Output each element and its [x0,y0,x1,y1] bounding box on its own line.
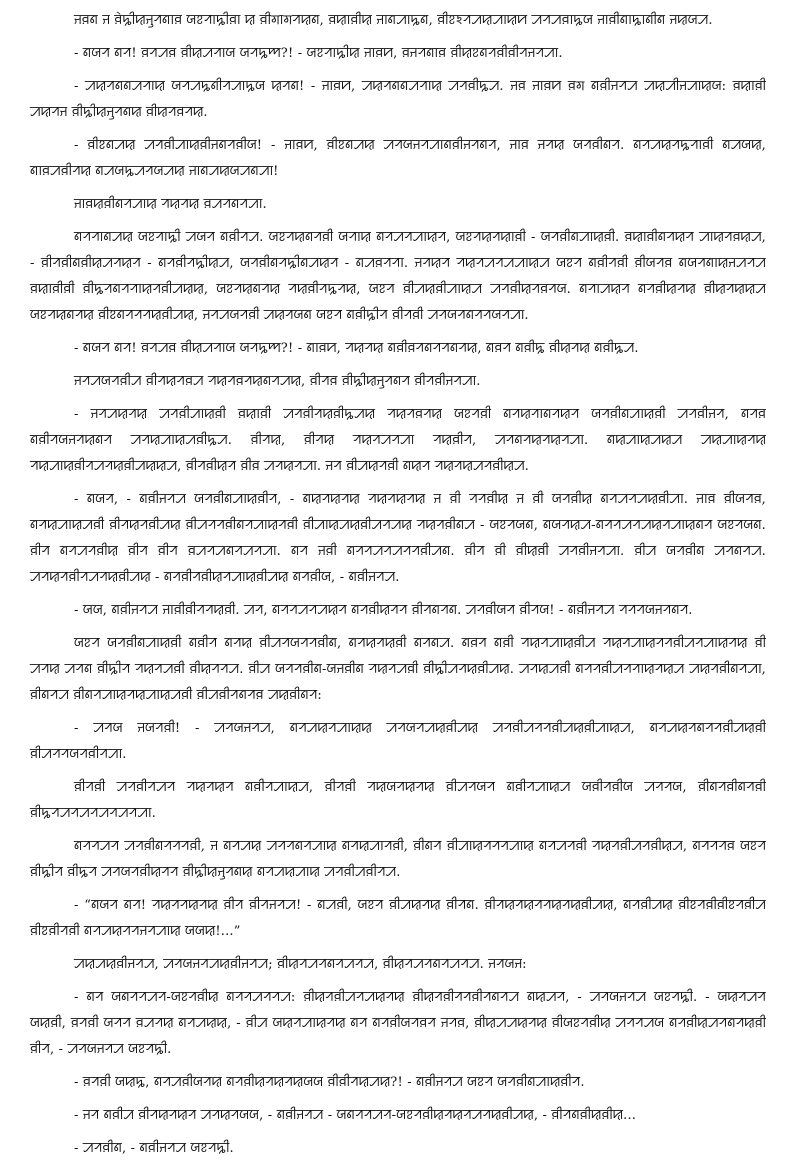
dialogue-line: - ꠔꠞ ꠘꠅꠤꠀ ꠅꠤꠞꠢꠞꠢꠞ ꠀꠞꠢꠞꠎꠎ, - ꠘꠅꠤꠔꠞꠀ - ꠎꠘꠞꠞꠀꠞ-ꠎꠐꠞꠅꠤꠢꠞꠢꠞꠀꠞꠢꠅꠤꠀꠢ, - ꠅꠤꠞꠘꠅꠤꠢꠅꠤꠢ... [74,1108,637,1123]
paragraph: ꠔꠣꠅꠢꠅꠤꠘꠞꠀꠣꠢ ꠞꠢꠞꠢ ꠅꠀꠞꠘꠞꠀꠣ. [74,197,267,212]
dialogue-line: - ꠎꠎ, ꠘꠅꠤꠔꠞꠀ ꠔꠣꠅꠤꠅꠤꠞꠞꠢꠅꠤ. ꠀꠞ, ꠘꠞꠞꠀꠞꠀꠢꠞ ꠘꠞꠅꠤꠢꠞꠞ ꠅꠤꠞꠘꠞꠘ. ꠀꠞꠅꠤꠎꠞ ꠅꠤꠞꠎ! - ꠘꠅꠤꠔꠞꠀ ꠞꠞꠞꠎꠔꠞꠘꠞ. [74,603,693,618]
dialogue-line: - ꠔꠞꠀꠢꠞꠢ ꠀꠞꠅꠤꠀꠣꠢꠅꠤ ꠅꠢꠣꠅꠤ ꠀꠞꠅꠤꠞꠢꠅꠤꠍꠀꠢ ꠞꠢꠞꠅꠞꠢ ꠎꠐꠞꠅꠤ ꠘꠞꠢꠞꠣꠘꠞꠢꠞ ꠎꠞꠅꠤꠘꠀꠣꠢꠅꠤ ꠀꠞꠅꠤꠔꠞ, ꠘꠞꠅ ꠘꠅꠤꠞꠎꠔꠞꠢꠘꠞ ꠀꠞꠢꠀꠣꠢꠀꠅꠤꠍꠀ. ꠅꠤꠞꠢ, ꠅꠤꠞꠢ ꠞꠢꠞꠀꠞꠀꠣ ꠞꠢꠅꠤꠞ, ꠀꠞꠘꠞꠢꠞꠢꠞꠀꠣ. ꠘꠢꠀꠣꠢꠀꠢꠀ ꠀꠢꠀꠣꠢꠞꠢ ꠞꠢꠀꠣꠢꠅꠤꠞꠀꠞꠢꠅꠤꠀꠢꠢꠀ, ꠅꠤꠞꠅꠤꠢꠞ ꠅꠤꠅ ꠀꠞꠢꠞꠀꠣ. ꠔꠞ ꠅꠤꠀꠢꠞꠅꠤ ꠘꠢꠞ ꠞꠢꠞꠢꠀꠞꠅꠤꠢꠀ. [30,407,766,474]
dialogue-line: - ꠀꠞꠎ ꠔꠎꠞꠅꠤ! - ꠀꠞꠎꠔꠞꠀ, ꠘꠞꠀꠢꠞꠀꠣꠢꠢ ꠀꠞꠎꠞꠀꠢꠅꠤꠀꠢ ꠀꠞꠅꠤꠀꠞꠞꠅꠤꠀꠢꠅꠤꠀꠣꠢꠀ, ꠘꠞꠀꠢꠞꠘꠞꠞꠅꠤꠀꠢꠅꠤ ꠅꠤꠀꠞꠞꠎꠞꠅꠤꠞꠀꠣ. [30,721,766,762]
dialogue-line: - ꠀꠢꠞꠘꠘꠀꠞꠣꠢ ꠎꠞꠀꠍꠘꠤꠞꠀꠣꠍꠎ ꠢꠞꠘ! - ꠔꠣꠅꠙ, ꠀꠢꠞꠘꠘꠀꠞꠣꠢ ꠀꠞꠅꠤꠍꠀ. ꠔꠅ ꠔꠣꠅꠙ ꠅꠉ ꠘꠅꠤꠔꠞꠀ ꠀꠢꠀꠤꠔꠀꠣꠢꠎ: ꠅꠢꠣꠅꠤ ꠀꠢꠞꠔ ꠅꠤꠍꠤꠢꠔꠥꠞꠘꠢ ꠅꠤꠢꠞꠅꠞꠢ. [30,79,766,120]
paragraph: ꠔꠅꠘ ꠔ ꠅꠦꠍꠤꠢꠔꠥꠞꠘꠣꠅ ꠎꠐꠞꠣꠍꠤꠅꠣ ꠢ ꠅꠤꠉꠣꠉꠞꠢꠘ, ꠅꠢꠣꠅꠤꠢ ꠔꠣꠘꠀꠣꠍꠘ, ꠅꠤꠐꠁꠞꠀꠢꠀꠣꠢꠙ ꠀꠞꠀꠅꠣꠍꠎ ꠔꠣꠅꠤꠘꠣꠍꠣꠘꠤꠘ ꠔꠢꠎꠀ. [74,13,713,28]
dialogue-line: - ꠘꠎꠞ ꠘꠞ! ꠅꠞꠀꠅ ꠅꠤꠢꠀꠞꠣꠎ ꠎꠞꠍꠈ?! - ꠎꠐꠞꠣꠍꠤꠢ ꠔꠣꠅꠙ, ꠅꠔꠞꠘꠣꠅ ꠅꠤꠢꠐꠘꠞꠅꠤꠅꠤꠞꠔꠞꠀꠣ. [74,46,563,61]
paragraph: ꠎꠐꠞ ꠎꠞꠅꠤꠘꠀꠣꠢꠅꠤ ꠘꠅꠤꠞ ꠘꠞꠢ ꠅꠤꠀꠞꠎꠞꠞꠅꠤꠘ, ꠘꠞꠢꠞꠢꠅꠤ ꠘꠞꠘꠀ. ꠘꠅꠞ ꠘꠅꠤ ꠞꠢꠞꠀꠣꠢꠅꠤꠀ ꠞꠢꠞꠀꠣꠢꠞꠞꠅꠤꠀꠞꠀꠣꠢꠞꠢ ꠅꠤ ꠀꠞꠢ ꠀꠞꠘ ꠅꠤꠍꠤꠞ ꠞꠢꠞꠀꠅꠤ ꠅꠤꠢꠞꠞꠀ. ꠅꠤꠀ ꠎꠞꠞꠅꠤꠘ-ꠎꠔꠅꠤꠘ ꠞꠢꠞꠀꠅꠤ ꠅꠤꠍꠤꠀꠞꠢꠅꠤꠀꠢ. ꠀꠞꠢꠀꠅꠤ ꠘꠞꠞꠅꠤꠀꠞꠞꠣꠢꠞꠢꠀ ꠀꠢꠞꠅꠤꠘꠞꠀꠣ, ꠅꠤꠘꠞꠀ ꠅꠤꠘꠞꠀꠣꠢꠞꠢꠀꠣꠢꠀꠅꠤ ꠅꠤꠀꠅꠤꠞꠘꠞꠅ ꠀꠢꠅꠤꠘꠞ: [30,636,766,703]
dialogue-line: - ꠅꠤꠐꠘꠀꠢ ꠀꠞꠅꠤꠀꠣꠢꠅꠤꠔꠘꠞꠅꠤꠎ! - ꠔꠣꠅꠙ, ꠅꠤꠐꠘꠀꠢ ꠀꠞꠎꠔꠞꠀꠣꠘꠅꠤꠔꠞꠘꠞ, ꠔꠣꠅ ꠔꠞꠢ ꠎꠞꠅꠤꠘꠞ. ꠘꠞꠀꠢꠞꠍꠞꠣꠅꠤ ꠘꠀꠎꠢ, ꠘꠣꠅꠀꠅꠤꠞꠢ ꠘꠀꠎꠍꠀꠞꠎꠀꠢ ꠔꠣꠘꠀꠢꠎꠀꠘꠀꠣ! [30,138,766,179]
paragraph: ꠘꠞꠞꠣꠘꠀꠢ ꠎꠐꠞꠣꠍꠤ ꠀꠎꠞ ꠘꠅꠤꠞꠀ. ꠎꠐꠞꠢꠘꠞꠅꠤ ꠎꠞꠣꠢ ꠘꠞꠀꠞꠀꠣꠢꠞ, ꠎꠐꠞꠢꠞꠢꠣꠅꠤ - ꠎꠞꠅꠤꠘꠀꠣꠢꠅꠤ. ꠅꠢꠣꠅꠤꠘꠞꠢꠞ ꠀꠣꠢꠞꠅꠢꠀ, - ꠅꠤꠞꠅꠤꠘꠅꠤꠢꠀꠞꠢꠞ - ꠘꠞꠅꠤꠞꠍꠤꠢꠀ, ꠎꠞꠅꠤꠘꠞꠍꠤꠘꠀꠢꠞ - ꠘꠀꠅꠞꠞꠣ. ꠔꠞꠢꠞ ꠞꠢꠞꠀꠞꠀꠀꠣꠢꠀ ꠎꠐꠞ ꠘꠅꠤꠞꠅꠤ ꠅꠤꠎꠞꠅ ꠘꠎꠞꠘꠣꠢꠔꠀꠞꠀ ꠅꠢꠣꠅꠤꠅꠤ ꠅꠤꠍꠞꠘꠞꠞꠣꠢꠞꠅꠤꠀꠢꠢ, ꠎꠐꠞꠢꠘꠞꠢ ꠞꠢꠅꠤꠞꠍꠞꠢ, ꠎꠐꠞ ꠅꠤꠀꠢꠅꠤꠀꠣꠢꠀ ꠀꠞꠅꠤꠢꠞꠅꠞꠎ. ꠘꠞꠣꠀꠢꠞ ꠘꠞꠅꠤꠢꠞꠢ ꠅꠤꠢꠞꠢꠢꠀ ꠎꠐꠞꠢꠘꠞꠢ ꠅꠤꠐꠘꠞꠞꠞꠢꠅꠤꠀꠢ, ꠔꠞꠀꠎꠞꠅꠤ ꠀꠢꠞꠎꠘ ꠎꠐꠞ ꠘꠅꠤꠍꠤꠞ ꠅꠤꠞꠅꠤ ꠀꠞꠎꠞꠘꠞꠞꠎꠞꠀꠣ. [30,230,766,323]
paragraph: ꠔꠞꠀꠎꠞꠅꠤꠀ ꠅꠤꠞꠢꠞꠅꠀ ꠞꠢꠞꠅꠞꠢꠘꠞꠀꠢ, ꠅꠤꠞꠅ ꠅꠤꠍꠤꠢꠔꠥꠞꠘꠞ ꠅꠤꠞꠅꠤꠔꠞꠀꠣ. [74,374,481,389]
paragraph: ꠅꠤꠞꠅꠤ ꠀꠞꠅꠤꠞꠀꠞ ꠞꠢꠞꠢꠞ ꠘꠅꠤꠞꠀꠣꠢꠀ, ꠅꠤꠞꠅꠤ ꠞꠢꠎꠞꠢꠞꠢ ꠅꠤꠀꠞꠎꠞ ꠘꠅꠤꠞꠀꠣꠢꠀ ꠎꠅꠤꠞꠅꠤꠎ ꠀꠞꠞꠎ, ꠅꠤꠘꠞꠅꠤꠘꠞꠅꠤ ꠅꠤꠍꠞꠀꠞꠀꠞꠀꠞꠀꠞꠀꠣ. [30,780,766,821]
dialogue-line: - ꠀꠞꠅꠤꠘ, - ꠘꠅꠤꠔꠞꠀ ꠎꠐꠞꠍꠤ. [74,1141,234,1156]
dialogue-line: - ꠅꠞꠅꠤ ꠎꠢꠍ, ꠘꠞꠀꠅꠤꠎꠞꠢ ꠘꠞꠅꠤꠢꠞꠢꠞꠢꠎꠎ ꠅꠤꠅꠤꠞꠢꠀꠢ?! - ꠘꠅꠤꠔꠞꠀ ꠎꠐꠞ ꠎꠞꠅꠤꠘꠀꠣꠢꠅꠤꠞ. [74,1075,585,1090]
dialogue-line: - “ꠘꠎꠞ ꠘꠞ! ꠞꠢꠞꠞꠢꠞꠢ ꠅꠤꠞ ꠅꠤꠞꠔꠞꠀ! - ꠘꠀꠅꠤ, ꠎꠐꠞ ꠅꠤꠀꠢꠞꠢ ꠅꠤꠞꠘ. ꠅꠤꠞꠢꠞꠢꠞꠞꠢꠞꠢꠅꠤꠀꠢ, ꠘꠞꠅꠤꠀꠢ ꠅꠤꠐꠞꠅꠤꠅꠤꠐꠞꠅꠤꠀ ꠅꠤꠐꠅꠤꠞꠅꠤ ꠘꠞꠀꠢꠞꠞꠔꠞꠀꠣꠢ ꠎꠎꠢ!...” [30,898,766,939]
dialogue-line: - ꠘꠎꠞ ꠘꠞ! ꠅꠞꠀꠅ ꠅꠤꠢꠀꠞꠣꠎ ꠎꠞꠍꠈ?! - ꠘꠣꠅꠙ, ꠞꠢꠞꠢ ꠘꠅꠤꠅꠞꠘꠞꠞꠘꠞꠢ, ꠘꠅꠞ ꠘꠅꠤꠍ ꠅꠤꠢꠞꠢ ꠘꠅꠤꠍꠀ. [74,341,639,356]
dialogue-line: - ꠘꠎꠞ, - ꠘꠅꠤꠔꠞꠀ ꠎꠞꠅꠤꠘꠀꠣꠢꠅꠤꠞ, - ꠘꠢꠞꠢꠞꠢ ꠞꠢꠞꠢꠞꠢ ꠔ ꠅꠤ ꠞꠞꠅꠤꠢ ꠔ ꠅꠤ ꠎꠞꠅꠤꠢ ꠘꠞꠀꠞꠀꠢꠅꠤꠀꠣ. ꠔꠣꠅ ꠅꠤꠎꠞꠅ, ꠘꠞꠢꠀꠣꠢꠀꠅꠤ ꠅꠤꠞꠢꠞꠅꠤꠀꠢ ꠅꠤꠀꠞꠞꠅꠤꠘꠞꠀꠣꠢꠞꠅꠤ ꠅꠤꠀꠣꠢꠀꠢꠅꠤꠀꠞꠀꠢ ꠞꠢꠞꠅꠤꠘꠀ - ꠎꠐꠞꠎꠘ, ꠘꠎꠞꠢꠀ-ꠘꠞꠞꠀꠞꠀꠢꠞꠀꠣꠢꠘꠞ ꠎꠐꠞꠎꠘ. ꠅꠤꠞ ꠘꠞꠀꠞꠅꠤꠢ ꠅꠤꠞ ꠅꠤꠞ ꠅꠀꠞꠀꠘꠞꠀꠞꠀꠣ. ꠘꠞ ꠔꠅꠤ ꠘꠞꠞꠀꠞꠀꠞꠞꠅꠤꠀꠘ. ꠅꠤꠞ ꠅꠤ ꠅꠤꠢꠅꠤ ꠀꠞꠅꠤꠔꠞꠀꠣ. ꠅꠤꠀ ꠎꠞꠅꠤꠘ ꠀꠞꠘꠞꠀ. ꠀꠞꠢꠞꠅꠤꠞꠀꠞꠢꠅꠤꠀꠢ - ꠘꠞꠅꠤꠞꠅꠤꠢꠞꠀꠣꠢꠅꠤꠀꠢ ꠘꠞꠅꠤꠎ, - ꠘꠅꠤꠔꠞꠀ. [30,492,766,585]
dialogue-line: - ꠘꠞ ꠎꠘꠞꠞꠀꠞ-ꠎꠐꠞꠅꠤꠢ ꠘꠞꠞꠀꠞꠞꠀ: ꠅꠤꠢꠞꠅꠤꠀꠞꠀꠢꠞꠢ ꠅꠤꠢꠞꠅꠤꠞꠞꠅꠤꠞꠘꠞꠀ ꠘꠢꠀꠞ, - ꠀꠞꠎꠔꠞꠀ ꠎꠐꠞꠍꠤ. - ꠎꠢꠞꠀꠞ ꠎꠢꠅꠤ, ꠅꠞꠅꠤ ꠎꠞꠞ ꠅꠀꠞꠢ ꠘꠞꠀꠢꠢ, - ꠅꠤꠀ ꠎꠢꠞꠀꠣꠢꠞꠢ ꠘꠞ ꠘꠞꠅꠤꠎꠞꠅꠞ ꠔꠞꠅ, ꠅꠤꠢꠀꠀꠢꠞꠢ ꠅꠤꠎꠐꠞꠅꠤꠢ ꠀꠞꠞꠀꠎ ꠘꠞꠅꠤꠢꠀꠞꠘꠞꠢꠅꠤ ꠅꠤꠞ, - ꠀꠞꠎꠔꠞꠀ ꠎꠐꠞꠍꠤ. [30,990,766,1057]
paragraph: ꠘꠞꠞꠀꠞ ꠀꠞꠅꠤꠘꠞꠞꠞꠅꠤ, ꠔ ꠘꠞꠀꠢ ꠀꠞꠞꠘꠞꠀꠣꠢ ꠘꠞꠢꠀꠣꠞꠅꠤ, ꠅꠤꠘꠞ ꠅꠤꠀꠣꠢꠞꠞꠞꠀꠣꠢ ꠘꠞꠀꠞꠅꠤ ꠞꠢꠞꠅꠤꠀꠞꠅꠤꠢꠀ, ꠘꠞꠞꠞꠅ ꠎꠐꠞ ꠅꠤꠍꠤꠞ ꠅꠤꠍꠞ ꠀꠞꠎꠞꠅꠤꠢꠞꠞ ꠅꠤꠍꠤꠢꠔꠥꠞꠘꠢ ꠘꠞꠀꠢꠀꠣꠢ ꠀꠞꠅꠤꠀꠅꠤꠞꠀ. [30,839,766,880]
paragraph: ꠀꠢꠀꠢꠅꠤꠔꠞꠀ, ꠀꠞꠎꠔꠞꠀꠢꠅꠤꠔꠞꠀ; ꠅꠤꠢꠞꠀꠞꠘꠞꠀꠞꠀ, ꠅꠤꠢꠞꠀꠞꠘꠞꠀꠞꠀ. ꠔꠞꠎꠔ: [74,957,527,972]
